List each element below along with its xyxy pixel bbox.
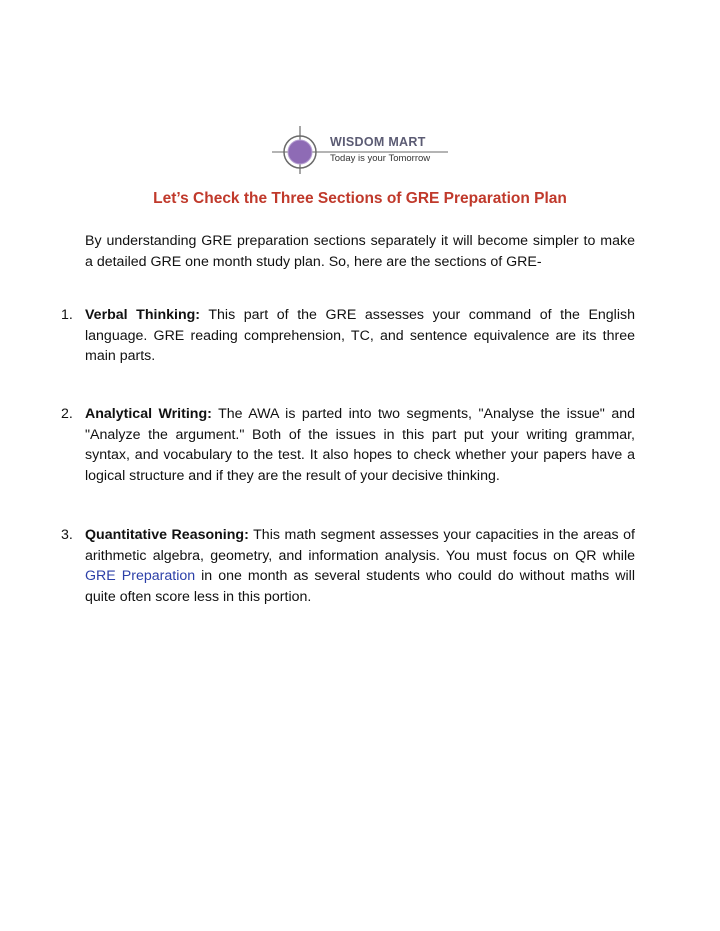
logo-emblem-icon (270, 124, 450, 176)
list-item-body (85, 404, 635, 486)
section-title: Quantitative Reasoning: (85, 527, 249, 543)
gre-preparation-link[interactable]: GRE Preparation (85, 568, 196, 584)
list-number: 2. (61, 406, 73, 422)
section-title: Verbal Thinking: (85, 307, 201, 323)
section-text: The AWA is parted into two segments, "Analyse the issue" and "Analyze the argument." Both of the issues in this part put your writing grammar, syntax, and vocabulary to the test. It also hopes to check whether your papers have a logical structure and if they are the result of your decisive thinking. (85, 406, 635, 484)
wisdom-mart-logo (270, 124, 450, 176)
section-text: in one month as several students who could do without maths will quite often score less in this portion. (85, 568, 635, 605)
list-item-body (85, 305, 635, 367)
section-text: This part of the GRE assesses your command of the English language. GRE reading comprehension, TC, and sentence equivalence are its three main parts. (85, 307, 635, 364)
section-title: Analytical Writing: (85, 406, 212, 422)
list-item-body (85, 525, 635, 607)
logo-tagline: Today is your Tomorrow (330, 153, 431, 164)
list-number: 3. (61, 527, 73, 543)
intro-paragraph: By understanding GRE preparation sections separately it will become simpler to make a detailed GRE one month study plan. So, here are the sections of GRE- (85, 233, 635, 270)
logo-name: WISDOM MART (330, 135, 426, 149)
list-number: 1. (61, 307, 73, 323)
page-title: Let’s Check the Three Sections of GRE Preparation Plan (153, 190, 567, 207)
section-text: This math segment assesses your capacities in the areas of arithmetic algebra, geometry, and information analysis. You must focus on QR while (85, 527, 635, 564)
